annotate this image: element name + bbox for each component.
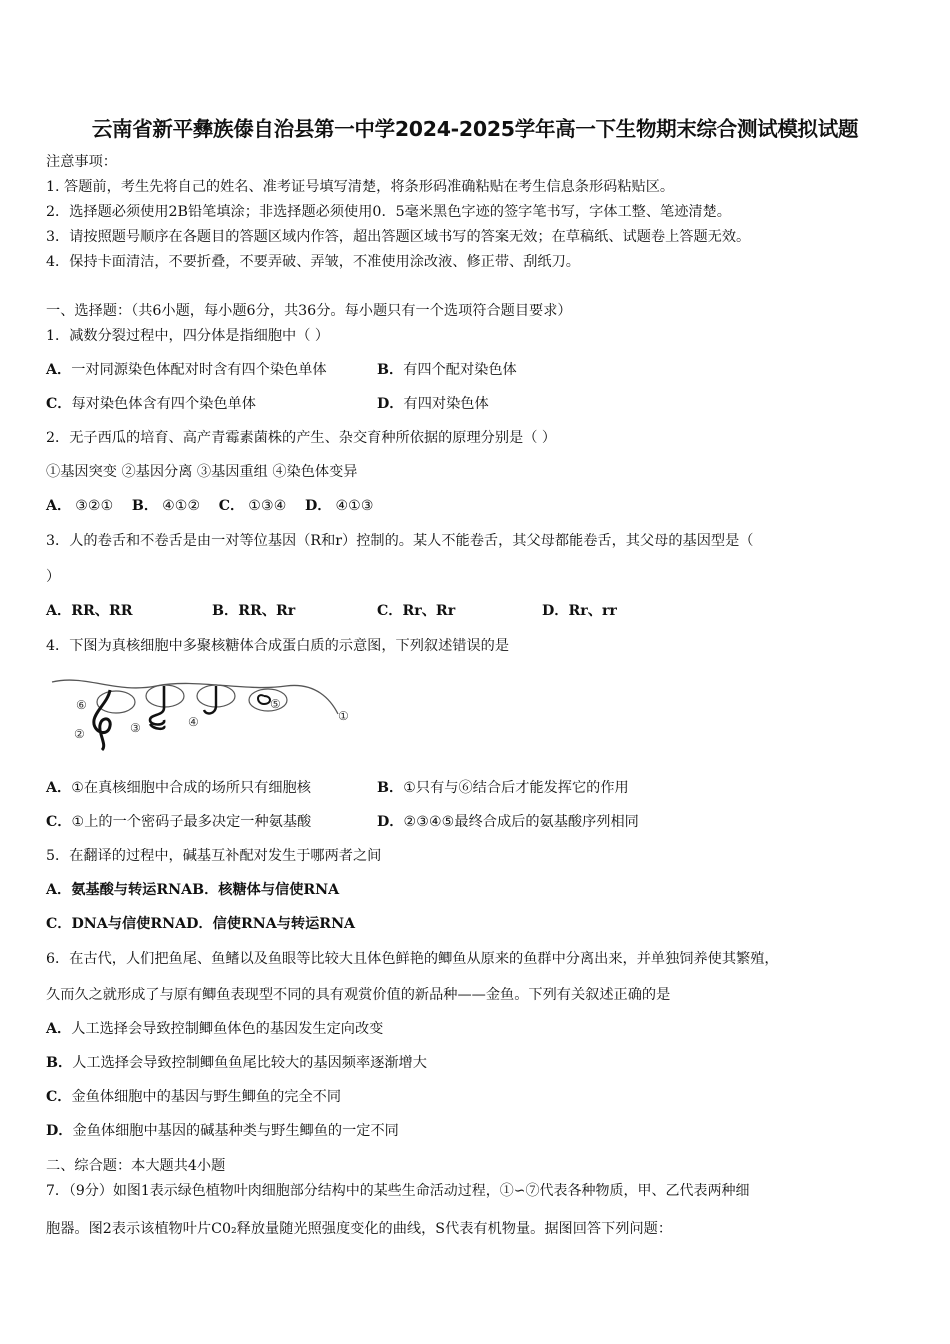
q1-option-b-text: 有四个配对染色体 (403, 362, 517, 378)
q6-option-c-label: C． (46, 1089, 72, 1105)
q3-option-b-label: B． (212, 603, 239, 619)
q4-option-a (46, 779, 311, 797)
fig-label-6: ⑥ (76, 698, 87, 712)
notice-item-1: 1. 答题前，考生先将自己的姓名、准考证号填写清楚，将条形码准确粘贴在考生信息条形码粘贴区。 (46, 179, 675, 195)
q3-option-a (46, 602, 133, 620)
q4-option-a-text: ①在真核细胞中合成的场所只有细胞核 (71, 780, 311, 796)
q4-option-d-label: D． (377, 814, 404, 830)
q4-option-b-text: ①只有与⑥结合后才能发挥它的作用 (403, 780, 629, 796)
q5-options-ab: A．氨基酸与转运RNAB．核糖体与信使RNA (46, 882, 340, 898)
fig-label-1: ① (338, 709, 349, 723)
q6-option-d-text: 金鱼体细胞中基因的碱基种类与野生鲫鱼的一定不同 (72, 1123, 399, 1139)
q3-option-d-label: D． (542, 603, 569, 619)
notice-item-3: 3．请按照题号顺序在各题目的答题区域内作答，超出答题区域书写的答案无效；在草稿纸、试题卷上答题无效。 (46, 229, 751, 245)
q3-option-d-text: Rr、rr (568, 603, 617, 619)
q1-option-c-text: 每对染色体含有四个染色单体 (71, 396, 256, 412)
q6-stem-cont: 久而久之就形成了与原有鲫鱼表现型不同的具有观赏价值的新品种——金鱼。下列有关叙述正确的是 (46, 987, 671, 1003)
q1-option-b-label: B． (377, 362, 404, 378)
q3-option-a-text: RR、RR (71, 603, 133, 619)
q3-option-c-label: C． (377, 603, 403, 619)
polypeptide-4 (204, 686, 216, 713)
q6-option-b (46, 1054, 427, 1072)
q4-option-d (377, 813, 639, 831)
q3-option-c (377, 602, 455, 620)
q4-option-d-text: ②③④⑤最终合成后的氨基酸序列相同 (403, 814, 639, 830)
q1-option-a-label: A． (46, 362, 72, 378)
q2-option-c-label: C． (218, 498, 245, 514)
fig-label-5: ⑤ (270, 697, 281, 711)
q2-principles: ①基因突变 ②基因分离 ③基因重组 ④染色体变异 (46, 464, 358, 480)
q4-option-b-label: B． (377, 780, 404, 796)
q3-stem: 3．人的卷舌和不卷舌是由一对等位基因（R和r）控制的。某人不能卷舌，其父母都能卷舌，其父母的基因型是（ (46, 533, 754, 549)
q4-option-b (377, 779, 629, 797)
q1-stem: 1．减数分裂过程中，四分体是指细胞中（ ） (46, 328, 330, 344)
q4-option-c-label: C． (46, 814, 72, 830)
q4-option-a-label: A． (46, 780, 72, 796)
q2-options (46, 497, 388, 515)
q2-option-d-label: D． (304, 498, 332, 514)
polypeptide-2 (94, 690, 110, 750)
q1-option-d-label: D． (377, 396, 404, 412)
notice-heading: 注意事项： (46, 154, 117, 170)
q6-option-b-text: 人工选择会导致控制鲫鱼鱼尾比较大的基因频率逐渐增大 (72, 1055, 427, 1071)
q4-option-c-text: ①上的一个密码子最多决定一种氨基酸 (71, 814, 312, 830)
q2-option-b-label: B． (131, 498, 159, 514)
notice-item-4: 4．保持卡面清洁，不要折叠，不要弄破、弄皱，不准使用涂改液、修正带、刮纸刀。 (46, 254, 580, 270)
q3-stem-end: ） (46, 569, 61, 585)
q2-option-b-text: ④①② (162, 498, 201, 514)
q1-option-a-text: 一对同源染色体配对时含有四个染色单体 (71, 362, 327, 378)
q3-option-d (542, 602, 617, 620)
q1-option-d (377, 395, 489, 413)
q7-stem: 7．（9分）如图1表示绿色植物叶肉细胞部分结构中的某些生命活动过程，①∽⑦代表各种物质，甲、乙代表两种细 (46, 1183, 750, 1199)
fig-label-2: ② (74, 727, 85, 741)
q2-option-d-text: ④①③ (335, 498, 374, 514)
q6-option-a-text: 人工选择会导致控制鲫鱼体色的基因发生定向改变 (71, 1021, 384, 1037)
q6-option-c-text: 金鱼体细胞中的基因与野生鲫鱼的完全不同 (71, 1089, 342, 1105)
q6-option-c (46, 1088, 341, 1106)
section1-heading: 一、选择题：（共6小题，每小题6分，共36分。每小题只有一个选项符合题目要求） (46, 303, 572, 319)
q2-stem: 2．无子西瓜的培育、高产青霉素菌株的产生、杂交育种所依据的原理分别是（ ） (46, 430, 557, 446)
q5-options-cd: C．DNA与信使RNAD．信使RNA与转运RNA (46, 916, 356, 932)
q6-option-d (46, 1122, 399, 1140)
q2-option-a-label: A． (46, 498, 72, 514)
section2-heading: 二、综合题：本大题共4小题 (46, 1158, 226, 1174)
q7-stem-cont: 胞器。图2表示该植物叶片C0₂释放量随光照强度变化的曲线，S代表有机物量。据图回答下列问题： (46, 1221, 673, 1237)
q6-option-a-label: A． (46, 1021, 72, 1037)
q2-option-c-text: ①③④ (248, 498, 287, 514)
q3-option-b (212, 602, 295, 620)
q1-option-c (46, 395, 256, 413)
q4-option-c (46, 813, 311, 831)
ribosome-1 (97, 691, 135, 713)
q3-option-c-text: Rr、Rr (402, 603, 456, 619)
q2-option-a-text: ③②① (75, 498, 114, 514)
q6-option-b-label: B． (46, 1055, 73, 1071)
q6-option-a (46, 1020, 383, 1038)
ribosome-4 (249, 689, 287, 711)
page-title: 云南省新平彝族傣自治县第一中学2024-2025学年高一下生物期末综合测试模拟试题 (91, 117, 859, 141)
q5-stem: 5．在翻译的过程中，碱基互补配对发生于哪两者之间 (46, 848, 382, 864)
mrna-strand (52, 680, 338, 714)
q1-option-d-text: 有四对染色体 (403, 396, 489, 412)
q1-option-a (46, 361, 327, 379)
polypeptide-5 (258, 695, 270, 704)
polyribosome-figure (46, 672, 356, 752)
q6-stem: 6．在古代，人们把鱼尾、鱼鳍以及鱼眼等比较大且体色鲜艳的鲫鱼从原来的鱼群中分离出来，并单独饲养使其繁殖， (46, 951, 779, 967)
q3-option-b-text: RR、Rr (238, 603, 296, 619)
fig-label-4: ④ (188, 715, 199, 729)
q4-stem: 4．下图为真核细胞中多聚核糖体合成蛋白质的示意图，下列叙述错误的是 (46, 638, 510, 654)
fig-label-3: ③ (130, 721, 141, 735)
q6-option-d-label: D． (46, 1123, 73, 1139)
q3-option-a-label: A． (46, 603, 72, 619)
q1-option-c-label: C． (46, 396, 72, 412)
notice-item-2: 2．选择题必须使用2B铅笔填涂；非选择题必须使用0．5毫米黑色字迹的签字笔书写，字体工整、笔迹清楚。 (46, 204, 731, 220)
q1-option-b (377, 361, 517, 379)
